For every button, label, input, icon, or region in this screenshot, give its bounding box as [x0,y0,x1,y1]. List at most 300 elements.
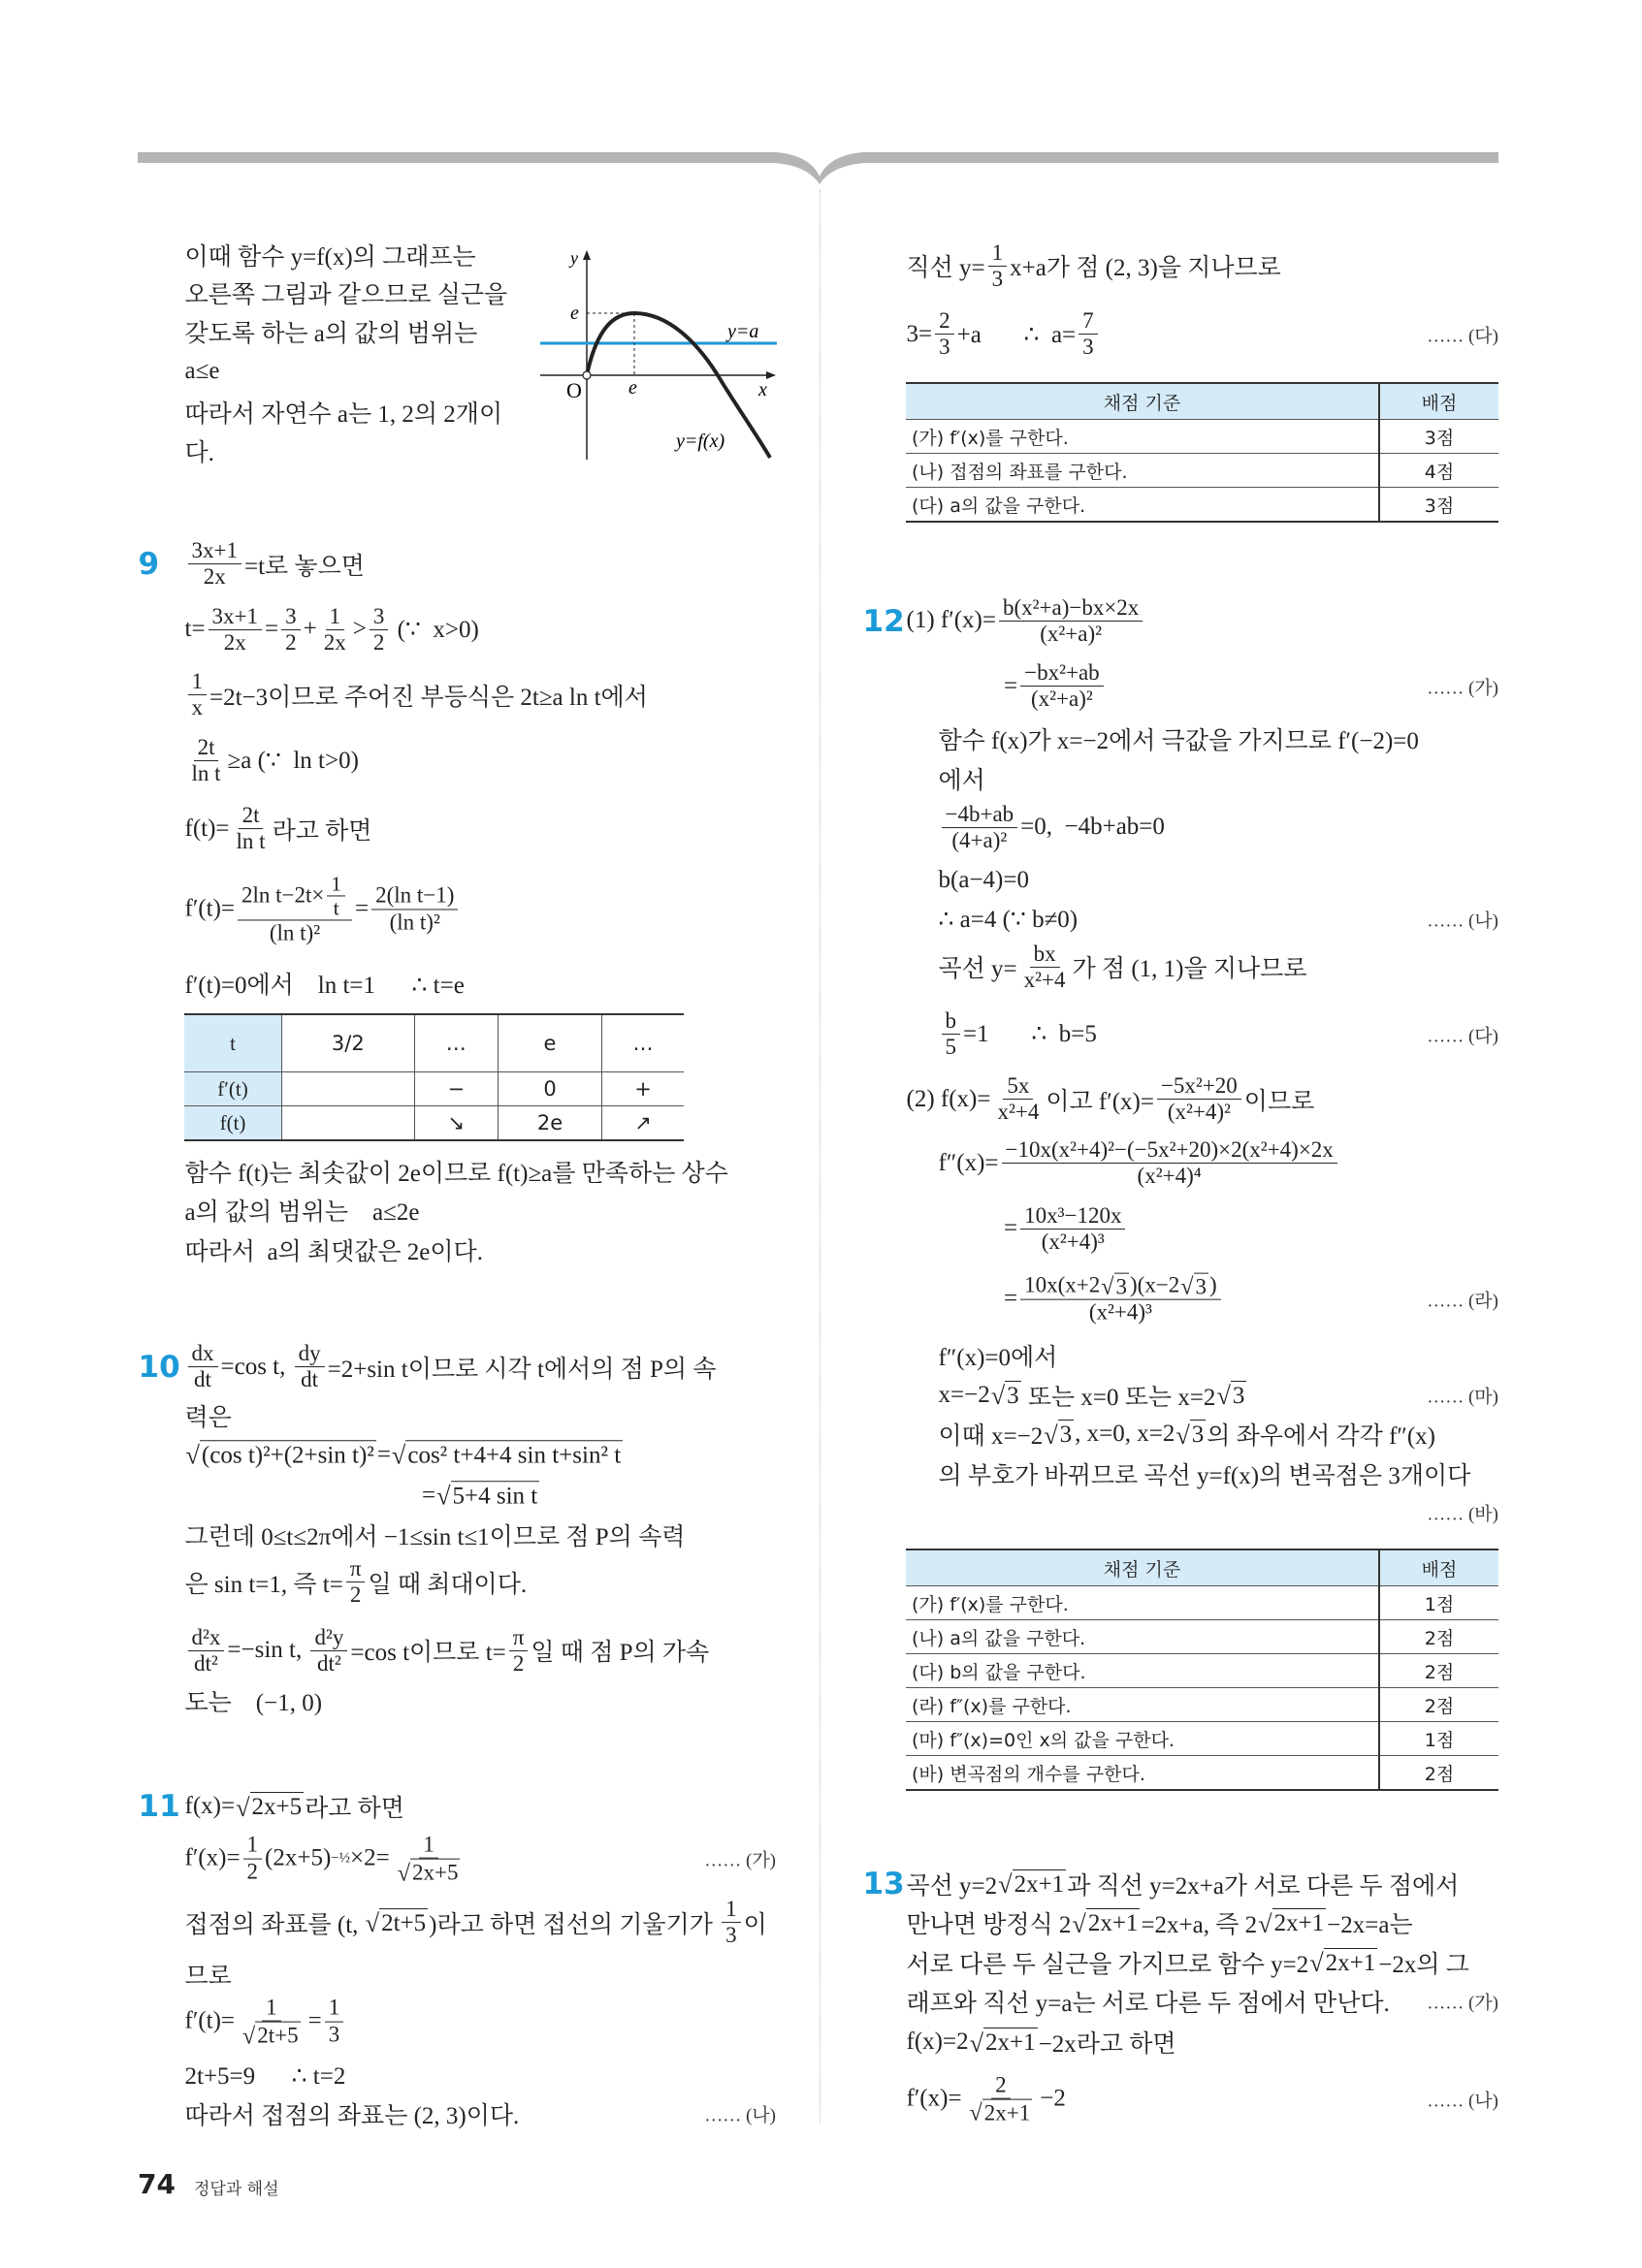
math-text: 의 부호가 바뀌므로 곡선 y=f(x)의 변곡점은 3개이다 [938,1462,1471,1489]
math-text: cos² t+4+4 sin t+sin² t [407,1442,622,1469]
math-text: x [191,695,203,720]
step-marker: …… (나) [704,2105,776,2125]
fraction [1079,308,1098,361]
math-text: = [265,616,279,643]
score-row [906,488,1498,523]
denominator [1020,968,1070,993]
left-solution-line [185,1625,710,1677]
math-text: 이므로 [1243,1089,1315,1115]
math-text: d²y [314,1624,344,1649]
fraction [371,883,458,936]
numerator [991,2072,1011,2098]
problem-number: 13 [862,1866,905,1901]
right-solution-line [939,761,985,796]
left-solution-line [185,1154,728,1189]
radicand [200,1440,376,1469]
math-text: 2 [285,630,297,655]
math-text: )(x−2 [1130,1272,1180,1297]
left-solution-line [185,2061,346,2091]
right-solution-line [939,905,1079,934]
fraction [295,1341,325,1393]
math-text: −4b+ab [945,801,1014,826]
math-text: +a ∴ a= [956,322,1077,348]
radicand [1272,1908,1327,1937]
left-solution-line [185,1232,483,1267]
math-text: 1 [331,871,341,895]
numerator [239,803,264,829]
math-text: 3 [1059,1421,1073,1449]
numerator [419,1833,438,1859]
math-text: 7 [1082,308,1094,334]
top-decorative-bar [0,0,1642,194]
fraction [1020,1203,1125,1256]
fraction [1020,942,1070,994]
score-points: 2점 [1379,1756,1498,1791]
math-text: 곡선 y=2 [906,1872,998,1900]
fraction [1002,1137,1337,1190]
math-text: f(x)= [184,1793,236,1819]
square-root [1180,1272,1208,1298]
left-solution-line [185,1897,767,1949]
math-text: 서로 다른 두 실근을 가지므로 함수 y=2 [906,1951,1309,1978]
denominator [1079,335,1098,361]
radical-sign: √ [1175,1421,1190,1450]
math-text: 그런데 0≤t≤2π에서 −1≤sin t≤1이므로 점 P의 속력 [184,1523,686,1550]
numerator [1020,660,1104,687]
score-criterion: (가) f′(x)를 구한다. [906,1586,1379,1620]
score-criterion: (나) 접점의 좌표를 구한다. [906,454,1379,488]
numerator [326,604,345,630]
column-divider [820,189,821,2124]
score-criterion: (바) 변곡점의 개수를 구한다. [906,1756,1379,1791]
math-text: (4+a)² [951,828,1008,852]
math-text: =1 ∴ b=5 [963,1021,1097,1048]
math-text: 3 [1115,1274,1127,1299]
variation-cell: + [602,1072,684,1106]
math-text: 2t+5=9 ∴ t=2 [184,2062,346,2090]
denominator [1036,622,1106,647]
math-text: 일 때 최대이다. [368,1572,528,1598]
math-text: 1 [991,240,1004,265]
square-root [970,2028,1038,2057]
math-text: = [307,2007,322,2034]
left-solution-line [185,538,365,591]
score-criterion: (마) f″(x)=0인 x의 값을 구한다. [906,1722,1379,1756]
right-solution-line [939,1417,1436,1452]
fraction [243,1833,263,1885]
math-text: 2x+1 [1325,1949,1376,1976]
right-solution-line [939,867,1029,894]
left-solution-line [185,395,503,430]
math-text: (ln t)² [269,920,321,945]
fraction [965,2072,1038,2125]
left-solution-line [185,314,478,349]
fraction [346,1556,366,1609]
math-text: f(x)=2 [906,2028,969,2055]
line-label: y=a [727,321,759,342]
y-axis-label: y [570,248,578,268]
right-solution-line [939,1008,1097,1061]
score-criterion: (다) a의 값을 구한다. [906,488,1379,523]
radical-sign: √ [969,2099,982,2126]
score-points: 1점 [1379,1586,1498,1620]
left-solution-line [185,238,476,272]
denominator [325,2022,344,2047]
fraction [988,240,1008,293]
right-solution-line [907,1867,1460,1901]
radical-sign: √ [990,1382,1006,1410]
math-text: = [1004,1285,1018,1312]
variation-cell: e [498,1014,601,1072]
math-text: dy [298,1341,321,1366]
math-text: f′(t)= [184,2007,235,2034]
square-root [186,1440,376,1469]
math-text: =cos t, [220,1354,292,1380]
score-table-2 [906,1549,1498,1791]
step-marker: …… (가) [1427,678,1498,699]
denominator [935,335,954,361]
math-text: 1 [328,1996,340,2021]
denominator [297,1368,322,1393]
math-text: 2t+5 [257,2024,299,2049]
fraction [320,604,350,656]
variation-table [184,1013,684,1141]
function-graph [524,233,795,475]
math-text: −bx²+ab [1024,660,1100,686]
math-text: , x=0, x=2 [1075,1421,1175,1447]
fraction [722,1897,741,1949]
math-text: f′(t)= [184,895,235,922]
denominator [393,1859,466,1885]
math-text: (x²+4)⁴ [1137,1164,1202,1189]
header-points: 배점 [1379,383,1498,420]
math-text: 접점의 좌표를 (t, [184,1912,365,1938]
math-text: −10x(x²+4)²−(−5x²+20)×2(x²+4)×2x [1005,1137,1334,1163]
radical-sign: √ [1216,1382,1231,1410]
fraction [238,872,352,946]
numerator [509,1625,529,1651]
left-solution-line [185,1398,232,1433]
numerator [188,1625,225,1651]
radical-sign: √ [1072,1909,1086,1938]
math-text: 2 [512,1651,525,1676]
numerator [988,240,1008,267]
numerator [281,604,301,630]
fraction [233,803,270,855]
score-points: 3점 [1379,420,1498,454]
math-text: 2x [323,630,346,655]
left-solution-line [185,872,462,946]
math-text: = [376,1441,391,1467]
numerator [188,669,208,695]
math-text: 2t [241,803,260,828]
radical-sign: √ [436,1482,451,1511]
left-solution-line [422,1481,540,1510]
math-text: a≤e [184,357,220,384]
math-text: 따라서 접점의 좌표는 (2, 3)이다. [184,2102,520,2129]
fraction [327,872,345,920]
left-solution-line [185,1440,625,1469]
numerator [346,1556,366,1582]
math-text: 과 직선 y=2x+a가 서로 다른 두 점에서 [1067,1872,1460,1900]
numerator [188,1341,218,1367]
math-text: bx [1033,941,1056,966]
math-text: =t로 놓으면 [243,554,365,580]
math-text: 이때 x=−2 [938,1423,1044,1450]
radicand [379,1908,428,1937]
variation-cell [282,1072,415,1106]
variation-cell: 3/2 [282,1014,415,1072]
math-text: a의 값의 범위는 a≤2e [184,1199,420,1226]
denominator [993,1101,1043,1126]
numerator [1020,1203,1125,1230]
denominator [942,1035,961,1060]
math-text: 직선 y= [906,255,985,282]
left-solution-line [185,803,372,855]
numerator [325,1996,344,2022]
math-text: 2 [246,1859,259,1884]
header-criteria: 채점 기준 [906,383,1379,420]
denominator [188,761,225,786]
variation-cell: … [602,1014,684,1072]
numerator [262,1996,281,2022]
math-text: (x²+4)³ [1041,1230,1105,1254]
math-text: 3x+1 [211,603,259,628]
left-solution-line [185,1833,468,1886]
math-text: f″(x)=0에서 [938,1345,1058,1371]
radicand [451,1481,540,1510]
score-points: 4점 [1379,454,1498,488]
numerator [942,1008,961,1035]
math-text: (2) f(x)= [906,1086,991,1112]
math-text: 3x+1 [191,538,238,563]
numerator [1002,1137,1337,1164]
variation-cell [282,1106,415,1141]
score-points: 2점 [1379,1688,1498,1722]
denominator [330,896,343,919]
fraction [188,538,241,591]
math-text: 3= [906,321,933,347]
denominator [386,910,444,935]
denominator [220,630,250,655]
math-text: dt² [317,1651,341,1676]
square-root [242,2022,301,2048]
denominator [346,1583,366,1609]
radical-sign: √ [236,1793,250,1822]
x-axis-arrow [766,371,776,379]
math-text: −2x=a는 [1327,1912,1413,1938]
math-text: 2t [197,734,215,759]
variation-cell: f′(t) [184,1072,282,1106]
right-solution-line [907,1073,1315,1126]
math-text: 이고 f′(x)= [1046,1089,1154,1115]
variation-row [184,1106,684,1141]
math-text: =2x+a, 즉 2 [1141,1912,1258,1938]
radical-sign: √ [397,1860,410,1887]
score-row [906,454,1498,488]
fraction [209,604,262,656]
variation-cell: 0 [498,1072,601,1106]
right-solution-line [939,802,1165,854]
variation-row [184,1014,684,1072]
radical-sign: √ [998,1870,1013,1899]
numerator [722,1897,741,1923]
square-root [1101,1272,1129,1298]
fraction [942,802,1018,854]
radicand [255,2022,300,2048]
denominator [238,2022,306,2048]
radicand [1086,1908,1141,1937]
math-text: ≥a (∵ ln t>0) [227,748,359,775]
math-text: 2 [349,1582,362,1608]
problem-number: 9 [138,547,160,582]
right-solution-line [907,240,1281,293]
math-text: 1 [191,669,203,694]
score-row [906,1586,1498,1620]
denominator [200,565,230,591]
right-solution-line [939,942,1307,994]
denominator [190,1651,222,1677]
denominator [233,830,270,855]
fraction [1020,660,1104,713]
left-solution-line [185,669,648,721]
numerator [327,872,345,896]
math-text: 도는 (−1, 0) [184,1689,323,1716]
right-solution-line [939,1137,1340,1190]
score-points: 3점 [1379,488,1498,523]
variation-cell: ↗ [602,1106,684,1141]
math-text: 따라서 a의 최댓값은 2e이다. [184,1238,483,1265]
math-text: 1 [725,1897,737,1922]
square-root [1072,1908,1140,1937]
math-text: 3 [285,603,297,628]
math-text: 일 때 점 P의 가속 [531,1640,710,1667]
denominator [188,696,208,721]
math-text: 5x [1007,1073,1030,1099]
math-text: 2 [939,308,950,334]
denominator [965,2099,1038,2125]
math-text: ×2= [350,1844,390,1871]
math-text: 5 [945,1035,956,1059]
math-text: 에서 [938,767,985,794]
page-number: 74 [138,2168,176,2200]
math-text: x+a가 점 (2, 3)을 지나므로 [1010,255,1281,282]
numerator [295,1341,325,1367]
denominator [313,1651,345,1677]
denominator [948,828,1011,853]
numerator [194,735,219,761]
left-solution-line [185,1193,420,1228]
math-text: d²x [191,1624,221,1649]
step-marker: …… (나) [1427,910,1498,932]
math-text: dt² [194,1651,218,1676]
fraction [509,1625,529,1677]
radical-sign: √ [1258,1909,1272,1938]
math-text: 1 [423,1832,435,1857]
math-text: )라고 하면 접선의 기울기가 [429,1912,720,1938]
right-solution-line [907,2025,1176,2060]
numerator [188,538,241,564]
numerator [243,1833,263,1859]
math-text: b(a−4)=0 [938,866,1029,893]
math-text: ln t [236,829,266,854]
math-text: 3 [1195,1274,1207,1299]
denominator [1164,1101,1235,1126]
fraction [935,308,954,361]
math-text: 3 [725,1923,737,1948]
math-text: + [303,616,317,643]
math-text: 의 좌우에서 각각 f″(x) [1207,1423,1435,1450]
right-solution-line [907,1905,1413,1940]
math-text: (x²+a)² [1030,687,1093,712]
radical-sign: √ [365,1909,380,1938]
square-root [1175,1420,1206,1449]
left-solution-line [185,275,508,310]
score-criterion: (가) f′(x)를 구한다. [906,420,1379,454]
denominator [722,1924,741,1949]
step-marker: …… (다) [1427,1026,1498,1046]
radicand [1231,1381,1247,1410]
left-solution-line [185,1341,717,1393]
numerator [370,604,389,630]
square-root [436,1481,539,1510]
fraction [993,1073,1043,1126]
right-solution-line [907,595,1146,648]
math-text: (∵ x>0) [391,617,479,644]
math-text: =−sin t, [227,1637,308,1664]
denominator [266,921,324,946]
score-points: 2점 [1379,1654,1498,1688]
fraction [999,595,1143,648]
fraction [188,1625,225,1677]
math-text: (x²+a)² [1040,622,1103,646]
left-solution-line [185,2096,520,2131]
right-solution-line [939,721,1419,756]
math-text: = [1004,673,1018,699]
right-solution-line [1004,660,1107,713]
math-text: −2 [1040,2085,1066,2112]
math-text: f′(t)=0에서 ln t=1 ∴ t=e [184,973,465,999]
variation-cell: f(t) [184,1106,282,1141]
numerator [1079,308,1098,335]
left-solution-line [185,433,214,468]
origin-label: O [566,378,582,402]
right-solution-line [907,1984,1390,2019]
math-text: =cos t이므로 t= [350,1640,506,1667]
fraction [188,735,225,787]
math-text: 갖도록 하는 a의 값의 범위는 [184,321,478,347]
left-solution-line [185,1996,347,2049]
square-root [1216,1381,1246,1410]
math-text: 2x+5 [251,1794,303,1821]
radical-sign: √ [1101,1273,1114,1300]
y-axis-arrow [583,250,591,260]
numerator [371,883,458,910]
math-text: b [945,1007,956,1033]
score-row [906,1620,1498,1654]
math-text: 2x+5 [411,1861,459,1886]
math-text: =2t−3이므로 주어진 부등식은 2t≥a ln t에서 [209,685,648,711]
fraction [238,1996,306,2049]
fraction [1157,1073,1241,1126]
left-solution-line [185,358,220,385]
numerator [942,802,1018,828]
numerator [1020,1272,1221,1299]
math-text: t [333,896,339,920]
right-solution-line [1004,1272,1224,1326]
square-root [998,1869,1066,1899]
denominator [1027,687,1097,713]
